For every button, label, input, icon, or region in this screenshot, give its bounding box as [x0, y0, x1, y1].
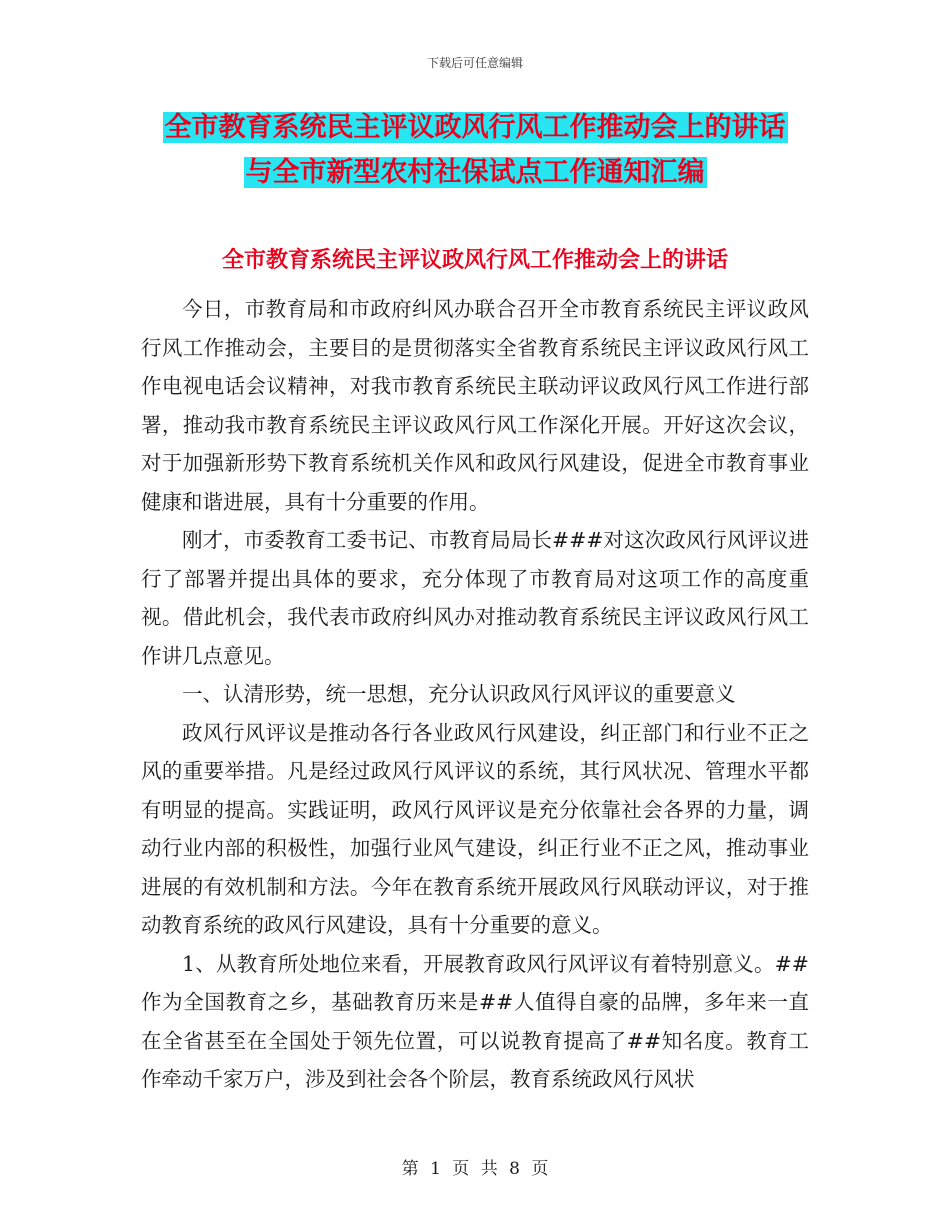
- document-title-line-1: [0, 110, 950, 146]
- document-title-line-1-text: 全市教育系统民主评议政风行风工作推动会上的讲话: [164, 112, 786, 143]
- paragraph: 1、从教育所处地位来看，开展教育政风行风评议有着特别意义。##作为全国教育之乡，基础教育历来是##人值得自豪的品牌，多年来一直在全省甚至在全国处于领先位置，可以说教育提高了##知名度。教育工作牵动千家万户，涉及到社会各个阶层，教育系统政风行风状: [141, 951, 809, 1091]
- paragraph-heading: 一、认清形势，统一思想，充分认识政风行风评议的重要意义: [182, 682, 736, 706]
- paragraph: 刚才，市委教育工委书记、市教育局局长###对这次政风行风评议进行了部署并提出具体的要求，充分体现了市教育局对这项工作的高度重视。借此机会，我代表市政府纠风办对推动教育系统民主评议政风行风工作讲几点意见。: [141, 528, 809, 668]
- document-title-line-2-text: 与全市新型农村社保试点工作通知汇编: [245, 157, 705, 188]
- paragraph: 今日，市教育局和市政府纠风办联合召开全市教育系统民主评议政风行风工作推动会，主要目的是贯彻落实全省教育系统民主评议政风行风工作电视电话会议精神，对我市教育系统民主联动评议政风行风工作进行部署，推动我市教育系统民主评议政风行风工作深化开展。开好这次会议，对于加强新形势下教育系统机关作风和政风行风建设，促进全市教育事业健康和谐进展，具有十分重要的作用。: [141, 297, 809, 514]
- document-body: [141, 290, 809, 1099]
- section-title: 全市教育系统民主评议政风行风工作推动会上的讲话: [221, 248, 728, 273]
- page-footer: 第 1 页 共 8 页: [401, 1159, 549, 1179]
- header-note: 下载后可任意编辑: [426, 56, 523, 70]
- document-title-line-2: [0, 155, 950, 191]
- paragraph: 政风行风评议是推动各行各业政风行风建设，纠正部门和行业不正之风的重要举措。凡是经过政风行风评议的系统，其行风状况、管理水平都有明显的提高。实践证明，政风行风评议是充分依靠社会各界的力量，调动行业内部的积极性，加强行业风气建设，纠正行业不正之风，推动事业进展的有效机制和方法。今年在教育系统开展政风行风联动评议，对于推动教育系统的政风行风建设，具有十分重要的意义。: [141, 720, 809, 937]
